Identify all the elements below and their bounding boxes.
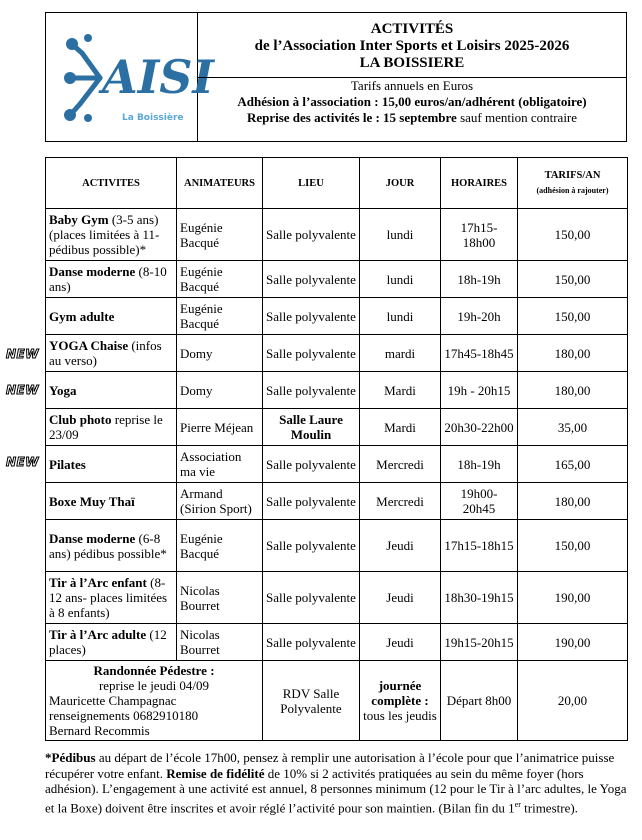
animateur-cell: Domy bbox=[177, 335, 263, 372]
table-row bbox=[46, 372, 628, 409]
title-area bbox=[198, 13, 626, 141]
animateur-cell: Armand (Sirion Sport) bbox=[177, 483, 263, 520]
footer-sup: er bbox=[514, 799, 521, 809]
lieu-cell: Salle polyvalente bbox=[263, 298, 360, 335]
animateur-cell: Eugénie Bacqué bbox=[177, 520, 263, 572]
horaire-cell: 18h30-19h15 bbox=[441, 572, 518, 624]
tarif-cell: 190,00 bbox=[518, 572, 628, 624]
activity-detail: (3-5 ans) (places limitées à 11- pédibus possible)* bbox=[49, 212, 160, 257]
activity-name: YOGA Chaise bbox=[49, 338, 129, 353]
lieu-cell: Salle Laure Moulin bbox=[263, 409, 360, 446]
horaire-cell: 18h-19h bbox=[441, 446, 518, 483]
col-tarifs-label: TARIFS/AN bbox=[544, 170, 601, 181]
rando-jour bbox=[360, 661, 441, 741]
lieu-cell: Salle polyvalente bbox=[263, 446, 360, 483]
col-lieu: LIEU bbox=[263, 158, 360, 209]
tarif-cell: 150,00 bbox=[518, 520, 628, 572]
new-badge-pilates: NEW bbox=[6, 455, 39, 469]
activity-name: Danse moderne bbox=[49, 264, 136, 279]
title-line-3: LA BOISSIERE bbox=[359, 55, 465, 71]
rando-title: Randonnée Pédestre : bbox=[93, 663, 215, 678]
table-body bbox=[46, 209, 628, 661]
activity-detail: (12 places) bbox=[49, 627, 167, 657]
activity-cell bbox=[46, 572, 177, 624]
tarif-cell: 180,00 bbox=[518, 372, 628, 409]
logo-subtext: La Boissière bbox=[121, 113, 184, 123]
rando-info bbox=[46, 661, 263, 741]
lieu-cell: Salle polyvalente bbox=[263, 572, 360, 624]
horaire-cell: 19h - 20h15 bbox=[441, 372, 518, 409]
title-line-1: ACTIVITÉS bbox=[370, 21, 454, 37]
activity-name: Yoga bbox=[49, 382, 77, 398]
logo-area bbox=[46, 13, 214, 141]
jour-cell: Jeudi bbox=[360, 572, 441, 624]
jour-cell: lundi bbox=[360, 298, 441, 335]
activity-cell bbox=[46, 372, 177, 409]
col-activites: ACTIVITES bbox=[46, 158, 177, 209]
table-header-row bbox=[46, 158, 628, 209]
activity-cell bbox=[46, 298, 177, 335]
reprise-line bbox=[198, 110, 626, 126]
footer-text-2: de 10% si 2 activités pratiquées au sein du même foyer (hors adhésion). L’engagement à une activité est annuel, 8 personnes minimum (12 pour le Tir à l’arc adultes, le Yoga et la Boxe) doivent être inscrites et avoir réglé l’activité pour son maintien. (Bilan fin du 1 bbox=[45, 765, 627, 815]
rando-jour-bold: journée complète : bbox=[371, 678, 429, 708]
lieu-cell: Salle polyvalente bbox=[263, 209, 360, 261]
table-row bbox=[46, 520, 628, 572]
tarif-cell: 150,00 bbox=[518, 209, 628, 261]
animateur-cell: Eugénie Bacqué bbox=[177, 298, 263, 335]
table-row bbox=[46, 572, 628, 624]
horaire-cell: 19h15-20h15 bbox=[441, 624, 518, 661]
table-row bbox=[46, 261, 628, 298]
table-row bbox=[46, 483, 628, 520]
rando-tarif: 20,00 bbox=[518, 661, 628, 741]
horaire-cell: 17h15- 18h00 bbox=[441, 209, 518, 261]
horaire-cell: 20h30-22h00 bbox=[441, 409, 518, 446]
activity-cell bbox=[46, 483, 177, 520]
logo-text: AISI bbox=[101, 50, 214, 104]
lieu-cell: Salle polyvalente bbox=[263, 261, 360, 298]
lieu-cell: Salle polyvalente bbox=[263, 483, 360, 520]
rando-line2: Mauricette Champagnac bbox=[49, 693, 177, 708]
col-tarifs bbox=[518, 158, 628, 209]
table-row bbox=[46, 624, 628, 661]
horaire-cell: 19h-20h bbox=[441, 298, 518, 335]
horaire-cell: 19h00- 20h45 bbox=[441, 483, 518, 520]
horaire-cell: 17h45-18h45 bbox=[441, 335, 518, 372]
col-tarifs-sub: (adhésion à rajouter) bbox=[536, 186, 609, 195]
activity-cell bbox=[46, 520, 177, 572]
activity-name: Tir à l’Arc enfant bbox=[49, 575, 147, 590]
tarif-cell: 165,00 bbox=[518, 446, 628, 483]
new-badge-yoga: NEW bbox=[6, 383, 39, 397]
jour-cell: Mardi bbox=[360, 372, 441, 409]
reprise-label: Reprise des activités le : 15 septembre bbox=[246, 110, 457, 125]
rando-line1: reprise le jeudi 04/09 bbox=[98, 678, 210, 693]
activity-name: Danse moderne bbox=[49, 530, 136, 546]
activity-detail: reprise le 23/09 bbox=[49, 412, 163, 442]
tarif-cell: 190,00 bbox=[518, 624, 628, 661]
footer-text-1: au départ de l’école 17h00, pensez à remplir une autorisation à l’école pour que l’animatrice puisse récupérer votre enfant. bbox=[45, 750, 615, 781]
table-row bbox=[46, 409, 628, 446]
activity-cell bbox=[46, 209, 177, 261]
new-badge-yoga-chaise: NEW bbox=[6, 347, 39, 361]
activity-detail: (infos au verso) bbox=[49, 338, 162, 368]
rando-lieu: RDV Salle Polyvalente bbox=[263, 661, 360, 741]
rando-jour-rest: tous les jeudis bbox=[363, 708, 437, 723]
activity-detail: (8-12 ans- places limitées à 8 enfants) bbox=[49, 575, 168, 620]
adhesion-line: Adhésion à l’association : 15,00 euros/an/adhérent (obligatoire) bbox=[237, 94, 587, 109]
activity-name: Pilates bbox=[49, 456, 86, 472]
activity-cell bbox=[46, 624, 177, 661]
col-animateurs: ANIMATEURS bbox=[177, 158, 263, 209]
jour-cell: Mercredi bbox=[360, 446, 441, 483]
table-row bbox=[46, 298, 628, 335]
jour-cell: Jeudi bbox=[360, 624, 441, 661]
activity-detail: (6-8 ans) pédibus possible* bbox=[49, 530, 167, 561]
lieu-cell: Salle polyvalente bbox=[263, 335, 360, 372]
jour-cell: Mercredi bbox=[360, 483, 441, 520]
tarif-cell: 150,00 bbox=[518, 298, 628, 335]
animateur-cell: Eugénie Bacqué bbox=[177, 209, 263, 261]
horaire-cell: 17h15-18h15 bbox=[441, 520, 518, 572]
footer-pedibus: *Pédibus bbox=[45, 750, 96, 765]
animateur-cell: Association ma vie bbox=[177, 446, 263, 483]
tarif-cell: 150,00 bbox=[518, 261, 628, 298]
activity-cell bbox=[46, 446, 177, 483]
activity-name: Club photo bbox=[49, 412, 112, 427]
header-box bbox=[45, 12, 627, 142]
jour-cell: lundi bbox=[360, 209, 441, 261]
activity-name: Tir à l’Arc adulte bbox=[49, 627, 147, 642]
footer-remise: Remise de fidélité bbox=[166, 765, 265, 781]
tarifs-note: Tarifs annuels en Euros bbox=[350, 78, 474, 93]
rando-horaire: Départ 8h00 bbox=[441, 661, 518, 741]
activity-cell bbox=[46, 261, 177, 298]
rando-line4: Bernard Recommis bbox=[49, 723, 150, 738]
footer-text-3: trimestre). bbox=[520, 799, 578, 815]
col-jour: JOUR bbox=[360, 158, 441, 209]
activities-table bbox=[45, 157, 628, 741]
reprise-suffix: sauf mention contraire bbox=[456, 110, 578, 125]
table-row-rando bbox=[46, 661, 628, 741]
title-line-2: de l’Association Inter Sports et Loisirs 2025-2026 bbox=[254, 38, 570, 54]
lieu-cell: Salle polyvalente bbox=[263, 372, 360, 409]
tarif-cell: 180,00 bbox=[518, 335, 628, 372]
aisi-logo bbox=[52, 18, 214, 136]
jour-cell: mardi bbox=[360, 335, 441, 372]
tarif-cell: 180,00 bbox=[518, 483, 628, 520]
rando-line3: renseignements 0682910180 bbox=[49, 708, 199, 723]
animateur-cell: Domy bbox=[177, 372, 263, 409]
activity-detail: (8-10 ans) bbox=[49, 264, 167, 294]
activity-name: Boxe Muy Thaï bbox=[49, 493, 135, 509]
activity-name: Gym adulte bbox=[49, 308, 115, 324]
table-row bbox=[46, 446, 628, 483]
animateur-cell: Nicolas Bourret bbox=[177, 572, 263, 624]
table-row bbox=[46, 209, 628, 261]
activity-cell bbox=[46, 409, 177, 446]
jour-cell: Jeudi bbox=[360, 520, 441, 572]
activity-name: Baby Gym bbox=[49, 212, 109, 227]
footer-note bbox=[45, 750, 627, 815]
lieu-cell: Salle polyvalente bbox=[263, 624, 360, 661]
col-horaires: HORAIRES bbox=[441, 158, 518, 209]
animateur-cell: Pierre Méjean bbox=[177, 409, 263, 446]
jour-cell: lundi bbox=[360, 261, 441, 298]
lieu-cell: Salle polyvalente bbox=[263, 520, 360, 572]
animateur-cell: Nicolas Bourret bbox=[177, 624, 263, 661]
table-row bbox=[46, 335, 628, 372]
horaire-cell: 18h-19h bbox=[441, 261, 518, 298]
jour-cell: Mardi bbox=[360, 409, 441, 446]
animateur-cell: Eugénie Bacqué bbox=[177, 261, 263, 298]
activity-cell bbox=[46, 335, 177, 372]
tarif-cell: 35,00 bbox=[518, 409, 628, 446]
